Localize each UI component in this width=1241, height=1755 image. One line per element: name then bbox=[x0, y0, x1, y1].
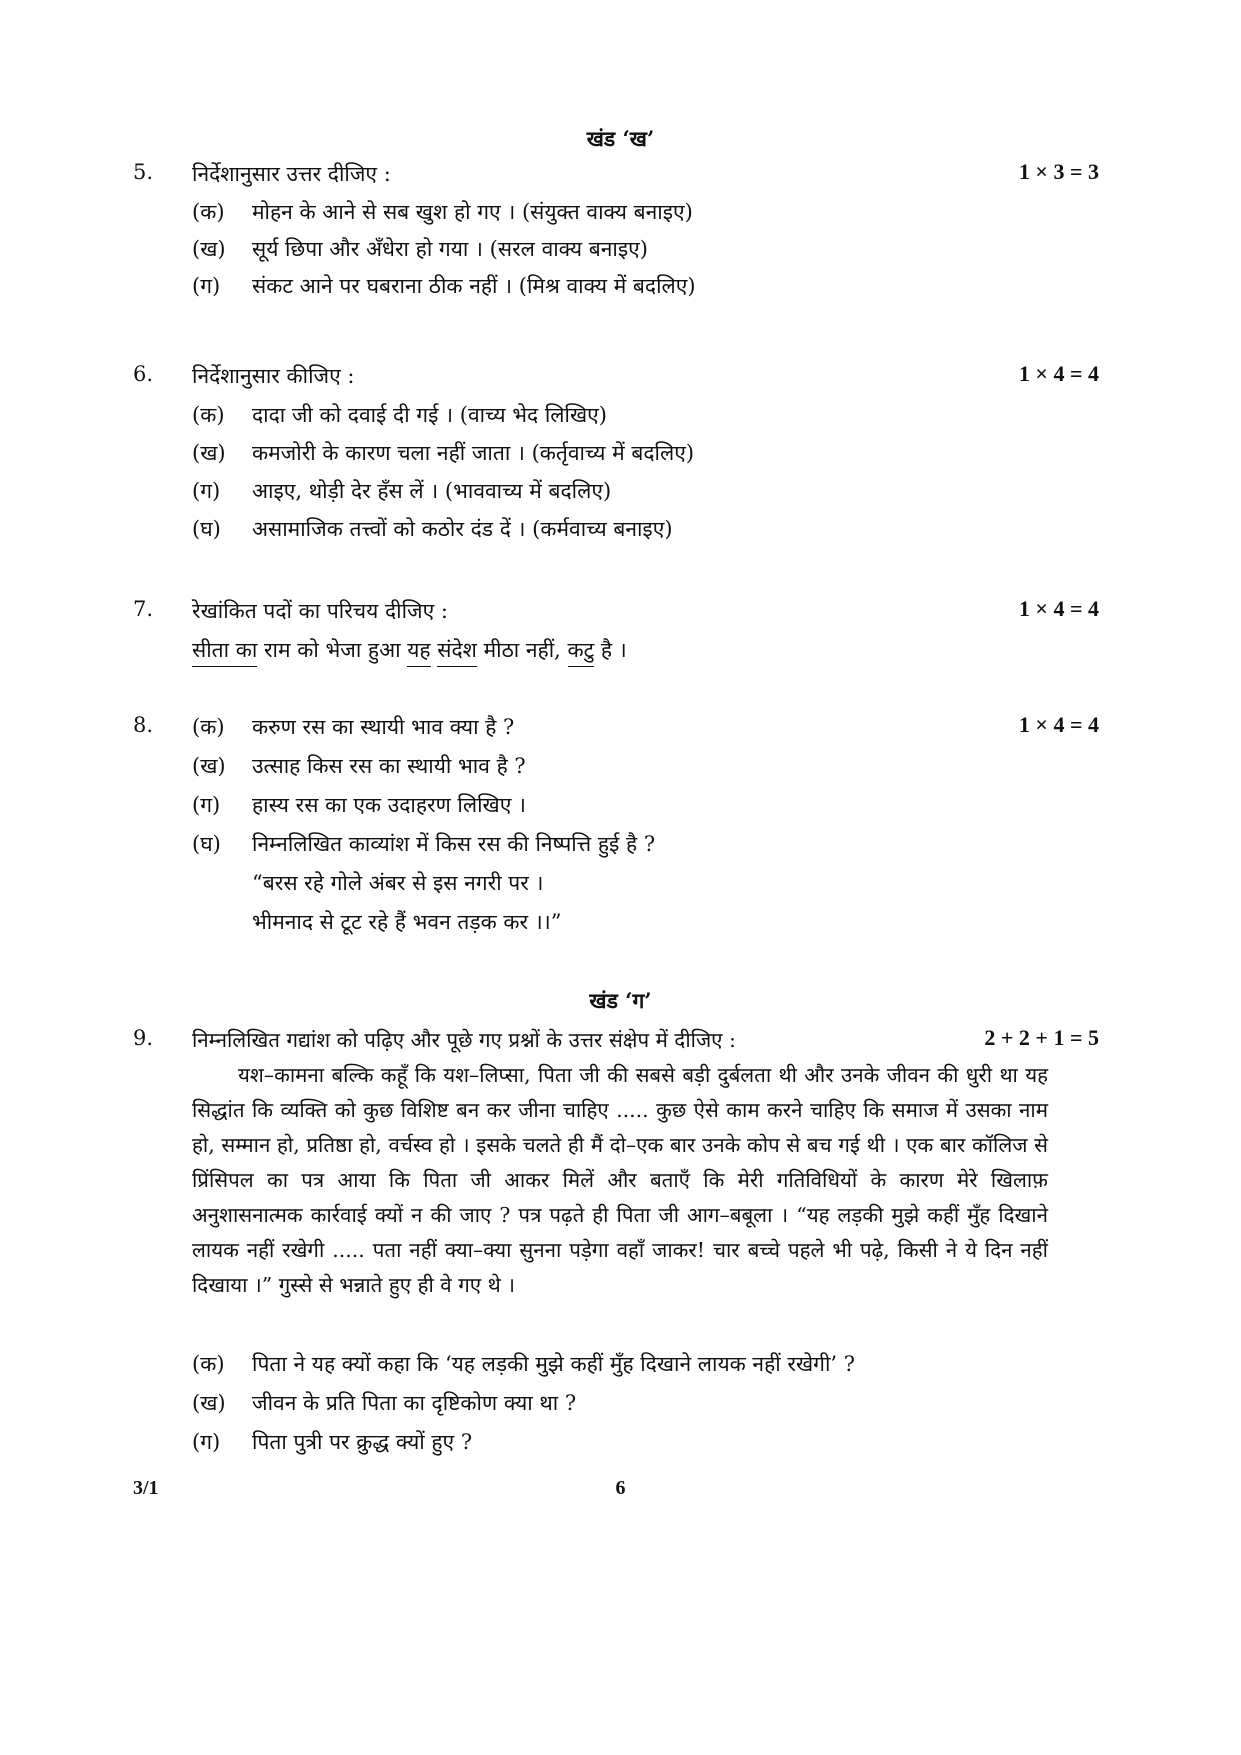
option-text: करुण रस का स्थायी भाव क्या है ? bbox=[252, 715, 515, 739]
question-9-marks: 2 + 2 + 1 = 5 bbox=[984, 1025, 1099, 1050]
underlined-word: कटु bbox=[568, 638, 595, 667]
question-9-option-ga bbox=[192, 1428, 472, 1456]
question-9-option-ka bbox=[192, 1350, 855, 1378]
question-7-number: 7. bbox=[133, 597, 154, 621]
section-c-heading: खंड ‘ग’ bbox=[589, 988, 652, 1013]
question-6-marks: 1 × 4 = 4 bbox=[1018, 361, 1099, 386]
option-label: (ग) bbox=[192, 479, 221, 503]
option-text: जीवन के प्रति पिता का दृष्टिकोण क्या था ? bbox=[252, 1391, 577, 1415]
question-5-option-ka bbox=[192, 198, 693, 226]
paper-code: 3/1 bbox=[133, 1477, 159, 1499]
question-5-option-kha bbox=[192, 235, 648, 263]
underlined-word: यह bbox=[407, 638, 430, 667]
option-label: (ग) bbox=[192, 274, 221, 298]
option-text: संकट आने पर घबराना ठीक नहीं । (मिश्र वाक्य में बदलिए) bbox=[252, 274, 696, 298]
question-8-option-gha bbox=[192, 830, 655, 858]
option-text: पिता ने यह क्यों कहा कि ‘यह लड़की मुझे कहीं मुँह दिखाने लायक नहीं रखेगी’ ? bbox=[252, 1352, 855, 1376]
option-text: दादा जी को दवाई दी गई । (वाच्य भेद लिखिए) bbox=[252, 403, 607, 427]
option-label: (क) bbox=[192, 715, 225, 739]
question-8-marks: 1 × 4 = 4 bbox=[1018, 712, 1099, 737]
option-label: (ख) bbox=[192, 1391, 226, 1415]
question-6-option-kha bbox=[192, 439, 694, 467]
option-label: (क) bbox=[192, 403, 225, 427]
section-b-heading: खंड ‘ख’ bbox=[586, 126, 655, 151]
poem-line-1: “बरस रहे गोले अंबर से इस नगरी पर । bbox=[252, 871, 544, 895]
underlined-word: संदेश bbox=[437, 638, 477, 667]
option-label: (ग) bbox=[192, 793, 221, 817]
question-7-sentence bbox=[192, 636, 627, 664]
question-9-passage bbox=[192, 1058, 1048, 1303]
question-8-number: 8. bbox=[133, 713, 154, 737]
question-8-option-ka bbox=[192, 713, 514, 741]
question-5-number: 5. bbox=[133, 160, 154, 184]
option-text: असामाजिक तत्त्वों को कठोर दंड दें । (कर्मवाच्य बनाइए) bbox=[252, 517, 673, 541]
question-9-number: 9. bbox=[133, 1026, 154, 1050]
option-label: (ख) bbox=[192, 441, 226, 465]
option-text: आइए, थोड़ी देर हँस लें । (भाववाच्य में बदलिए) bbox=[252, 479, 612, 503]
option-label: (घ) bbox=[192, 832, 221, 856]
option-label: (घ) bbox=[192, 517, 221, 541]
question-6-number: 6. bbox=[133, 362, 154, 386]
question-9-option-kha bbox=[192, 1389, 576, 1417]
option-text: मोहन के आने से सब खुश हो गए । (संयुक्त वाक्य बनाइए) bbox=[252, 200, 693, 224]
option-text: हास्य रस का एक उदाहरण लिखिए । bbox=[252, 793, 526, 817]
sentence-text: मीठा नहीं, bbox=[476, 638, 568, 662]
sentence-text: है । bbox=[594, 638, 627, 662]
poem-line-2: भीमनाद से टूट रहे हैं भवन तड़क कर ।।” bbox=[252, 910, 562, 934]
option-label: (ग) bbox=[192, 1430, 221, 1454]
passage-text: यश–कामना बल्कि कहूँ कि यश–लिप्सा, पिता जी की सबसे बड़ी दुर्बलता थी और उनके जीवन की धुरी था यह सिद्धांत कि व्यक्ति को कुछ विशिष्ट बन कर जीना चाहिए ..... कुछ ऐसे काम करने चाहिए कि समाज में उसका नाम हो, सम्मान हो, प्रतिष्ठा हो, वर्चस्व हो । इसके चलते ही मैं दो–एक बार उनके कोप से बच गई थी । एक बार कॉलिज से प्रिंसिपल का पत्र आया कि पिता जी आकर मिलें और बताएँ कि मेरी गतिविधियों के कारण मेरे खिलाफ़ अनुशासनात्मक कार्रवाई क्यों न की जाए ? पत्र पढ़ते ही पिता जी आग–बबूला । “यह लड़की मुझे कहीं मुँह दिखाने लायक नहीं रखेगी ..... पता नहीं क्या–क्या सुनना पड़ेगा वहाँ जाकर! चार बच्चे पहले भी पढ़े, किसी ने ये दिन नहीं दिखाया ।” गुस्से से भन्नाते हुए ही वे गए थे । bbox=[192, 1063, 1048, 1297]
question-7-marks: 1 × 4 = 4 bbox=[1018, 596, 1099, 621]
question-9-text: निम्नलिखित गद्यांश को पढ़िए और पूछे गए प्रश्नों के उत्तर संक्षेप में दीजिए : bbox=[192, 1028, 736, 1052]
option-text: सूर्य छिपा और अँधेरा हो गया । (सरल वाक्य बनाइए) bbox=[252, 237, 648, 261]
option-text: कमजोरी के कारण चला नहीं जाता । (कर्तृवाच्य में बदलिए) bbox=[252, 441, 695, 465]
question-8-option-kha bbox=[192, 752, 526, 780]
question-6-option-ga bbox=[192, 477, 611, 505]
question-6-option-ka bbox=[192, 401, 607, 429]
sentence-text: राम को भेजा हुआ bbox=[257, 638, 408, 662]
question-5-text: निर्देशानुसार उत्तर दीजिए : bbox=[192, 162, 391, 186]
underlined-word: सीता का bbox=[192, 638, 257, 667]
question-7-text: रेखांकित पदों का परिचय दीजिए : bbox=[192, 599, 448, 623]
option-label: (क) bbox=[192, 200, 225, 224]
question-5-marks: 1 × 3 = 3 bbox=[1018, 159, 1099, 184]
question-6-text: निर्देशानुसार कीजिए : bbox=[192, 364, 355, 388]
option-label: (ख) bbox=[192, 237, 226, 261]
page-number: 6 bbox=[615, 1477, 626, 1499]
option-text: पिता पुत्री पर क्रुद्ध क्यों हुए ? bbox=[252, 1430, 473, 1454]
option-label: (ख) bbox=[192, 754, 226, 778]
question-5-option-ga bbox=[192, 272, 696, 300]
question-6-option-gha bbox=[192, 515, 673, 543]
option-text: निम्नलिखित काव्यांश में किस रस की निष्पत्ति हुई है ? bbox=[252, 832, 656, 856]
option-label: (क) bbox=[192, 1352, 225, 1376]
question-8-option-ga bbox=[192, 791, 526, 819]
option-text: उत्साह किस रस का स्थायी भाव है ? bbox=[252, 754, 526, 778]
